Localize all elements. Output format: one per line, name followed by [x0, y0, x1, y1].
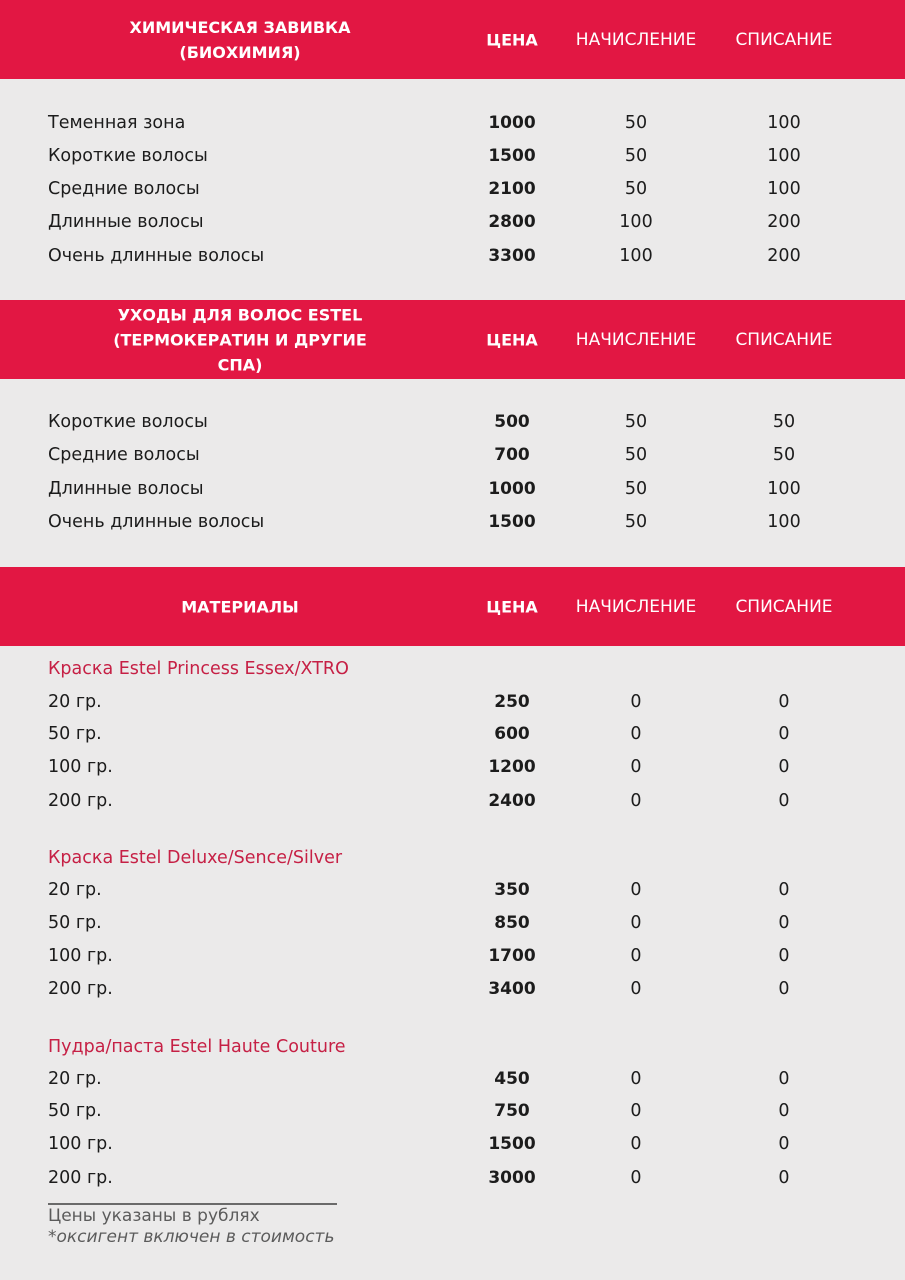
price: 2400 [488, 791, 536, 811]
section-header-materials [0, 567, 905, 646]
writeoff: 0 [778, 979, 790, 999]
writeoff: 0 [778, 791, 790, 811]
price: 3000 [488, 1168, 536, 1188]
table-row [0, 1165, 905, 1191]
item-name: 100 гр. [48, 757, 113, 777]
column-accrual-header: НАЧИСЛЕНИЕ [575, 29, 697, 50]
price: 700 [494, 445, 530, 465]
writeoff: 0 [778, 1101, 790, 1121]
price: 1000 [488, 479, 536, 499]
accrual: 0 [630, 1069, 642, 1089]
accrual: 0 [630, 1101, 642, 1121]
writeoff: 50 [772, 445, 796, 465]
table-row [0, 943, 905, 969]
accrual: 0 [630, 724, 642, 744]
accrual: 0 [630, 757, 642, 777]
writeoff: 100 [767, 179, 801, 199]
service-name: Длинные волосы [48, 212, 204, 232]
price: 1000 [488, 113, 536, 133]
accrual: 50 [624, 113, 648, 133]
writeoff: 100 [767, 113, 801, 133]
accrual: 0 [630, 692, 642, 712]
price: 2100 [488, 179, 536, 199]
accrual: 0 [630, 946, 642, 966]
column-price-header: ЦЕНА [486, 30, 538, 49]
item-name: 20 гр. [48, 692, 102, 712]
writeoff: 0 [778, 946, 790, 966]
section-header-care [0, 300, 905, 379]
writeoff: 100 [767, 512, 801, 532]
table-row [0, 788, 905, 814]
table-row [0, 721, 905, 747]
price: 750 [494, 1101, 530, 1121]
section-title: ХИМИЧЕСКАЯ ЗАВИВКА (БИОХИМИЯ) [129, 17, 351, 62]
column-writeoff-header: СПИСАНИЕ [735, 596, 833, 617]
section-header-perm [0, 0, 905, 79]
accrual: 0 [630, 1134, 642, 1154]
service-name: Очень длинные волосы [48, 246, 265, 266]
writeoff: 100 [767, 479, 801, 499]
item-name: 20 гр. [48, 1069, 102, 1089]
table-row [0, 509, 905, 535]
service-name: Короткие волосы [48, 412, 208, 432]
group-title: Пудра/паста Estel Haute Couture [48, 1037, 346, 1057]
accrual: 100 [619, 212, 653, 232]
price: 1700 [488, 946, 536, 966]
item-name: 100 гр. [48, 946, 113, 966]
accrual: 50 [624, 479, 648, 499]
price: 250 [494, 692, 530, 712]
accrual: 0 [630, 791, 642, 811]
accrual: 0 [630, 880, 642, 900]
price: 2800 [488, 212, 536, 232]
writeoff: 200 [767, 212, 801, 232]
table-row [0, 476, 905, 502]
group-title: Краска Estel Deluxe/Sence/Silver [48, 848, 343, 868]
item-name: 50 гр. [48, 724, 102, 744]
price: 3400 [488, 979, 536, 999]
accrual: 50 [624, 445, 648, 465]
table-row [0, 689, 905, 715]
service-name: Очень длинные волосы [48, 512, 265, 532]
section-title: УХОДЫ ДЛЯ ВОЛОС ESTEL (ТЕРМОКЕРАТИН И ДРУГИЕ СПА) [113, 305, 367, 374]
section-title: МАТЕРИАЛЫ [181, 597, 299, 616]
price: 350 [494, 880, 530, 900]
table-row [0, 976, 905, 1002]
writeoff: 0 [778, 880, 790, 900]
writeoff: 200 [767, 246, 801, 266]
service-name: Короткие волосы [48, 146, 208, 166]
price: 600 [494, 724, 530, 744]
table-row [0, 176, 905, 202]
accrual: 0 [630, 979, 642, 999]
price: 450 [494, 1069, 530, 1089]
oxidant-note: *оксигент включен в стоимость [48, 1227, 335, 1247]
table-row [0, 442, 905, 468]
column-writeoff-header: СПИСАНИЕ [735, 29, 833, 50]
table-row [0, 243, 905, 269]
price: 1500 [488, 146, 536, 166]
accrual: 0 [630, 1168, 642, 1188]
table-row [0, 754, 905, 780]
column-accrual-header: НАЧИСЛЕНИЕ [575, 329, 697, 350]
table-row [0, 1066, 905, 1092]
currency-note: Цены указаны в рублях [48, 1206, 260, 1226]
writeoff: 0 [778, 724, 790, 744]
column-price-header: ЦЕНА [486, 330, 538, 349]
accrual: 50 [624, 179, 648, 199]
writeoff: 50 [772, 412, 796, 432]
table-row [0, 910, 905, 936]
service-name: Средние волосы [48, 445, 200, 465]
column-price-header: ЦЕНА [486, 597, 538, 616]
table-row [0, 409, 905, 435]
item-name: 200 гр. [48, 979, 113, 999]
writeoff: 0 [778, 1069, 790, 1089]
table-row [0, 1098, 905, 1124]
table-row [0, 143, 905, 169]
price: 500 [494, 412, 530, 432]
accrual: 0 [630, 913, 642, 933]
writeoff: 0 [778, 692, 790, 712]
price: 1500 [488, 1134, 536, 1154]
group-title: Краска Estel Princess Essex/XTRO [48, 659, 349, 679]
table-row [0, 877, 905, 903]
price: 1200 [488, 757, 536, 777]
item-name: 100 гр. [48, 1134, 113, 1154]
accrual: 100 [619, 246, 653, 266]
price: 850 [494, 913, 530, 933]
accrual: 50 [624, 512, 648, 532]
table-row [0, 1131, 905, 1157]
item-name: 200 гр. [48, 791, 113, 811]
writeoff: 0 [778, 757, 790, 777]
writeoff: 0 [778, 1134, 790, 1154]
table-row [0, 209, 905, 235]
column-accrual-header: НАЧИСЛЕНИЕ [575, 596, 697, 617]
column-writeoff-header: СПИСАНИЕ [735, 329, 833, 350]
service-name: Теменная зона [48, 113, 186, 133]
writeoff: 0 [778, 1168, 790, 1188]
item-name: 20 гр. [48, 880, 102, 900]
price: 3300 [488, 246, 536, 266]
price: 1500 [488, 512, 536, 532]
writeoff: 0 [778, 913, 790, 933]
service-name: Средние волосы [48, 179, 200, 199]
accrual: 50 [624, 412, 648, 432]
accrual: 50 [624, 146, 648, 166]
item-name: 50 гр. [48, 913, 102, 933]
item-name: 50 гр. [48, 1101, 102, 1121]
service-name: Длинные волосы [48, 479, 204, 499]
item-name: 200 гр. [48, 1168, 113, 1188]
writeoff: 100 [767, 146, 801, 166]
table-row [0, 110, 905, 136]
